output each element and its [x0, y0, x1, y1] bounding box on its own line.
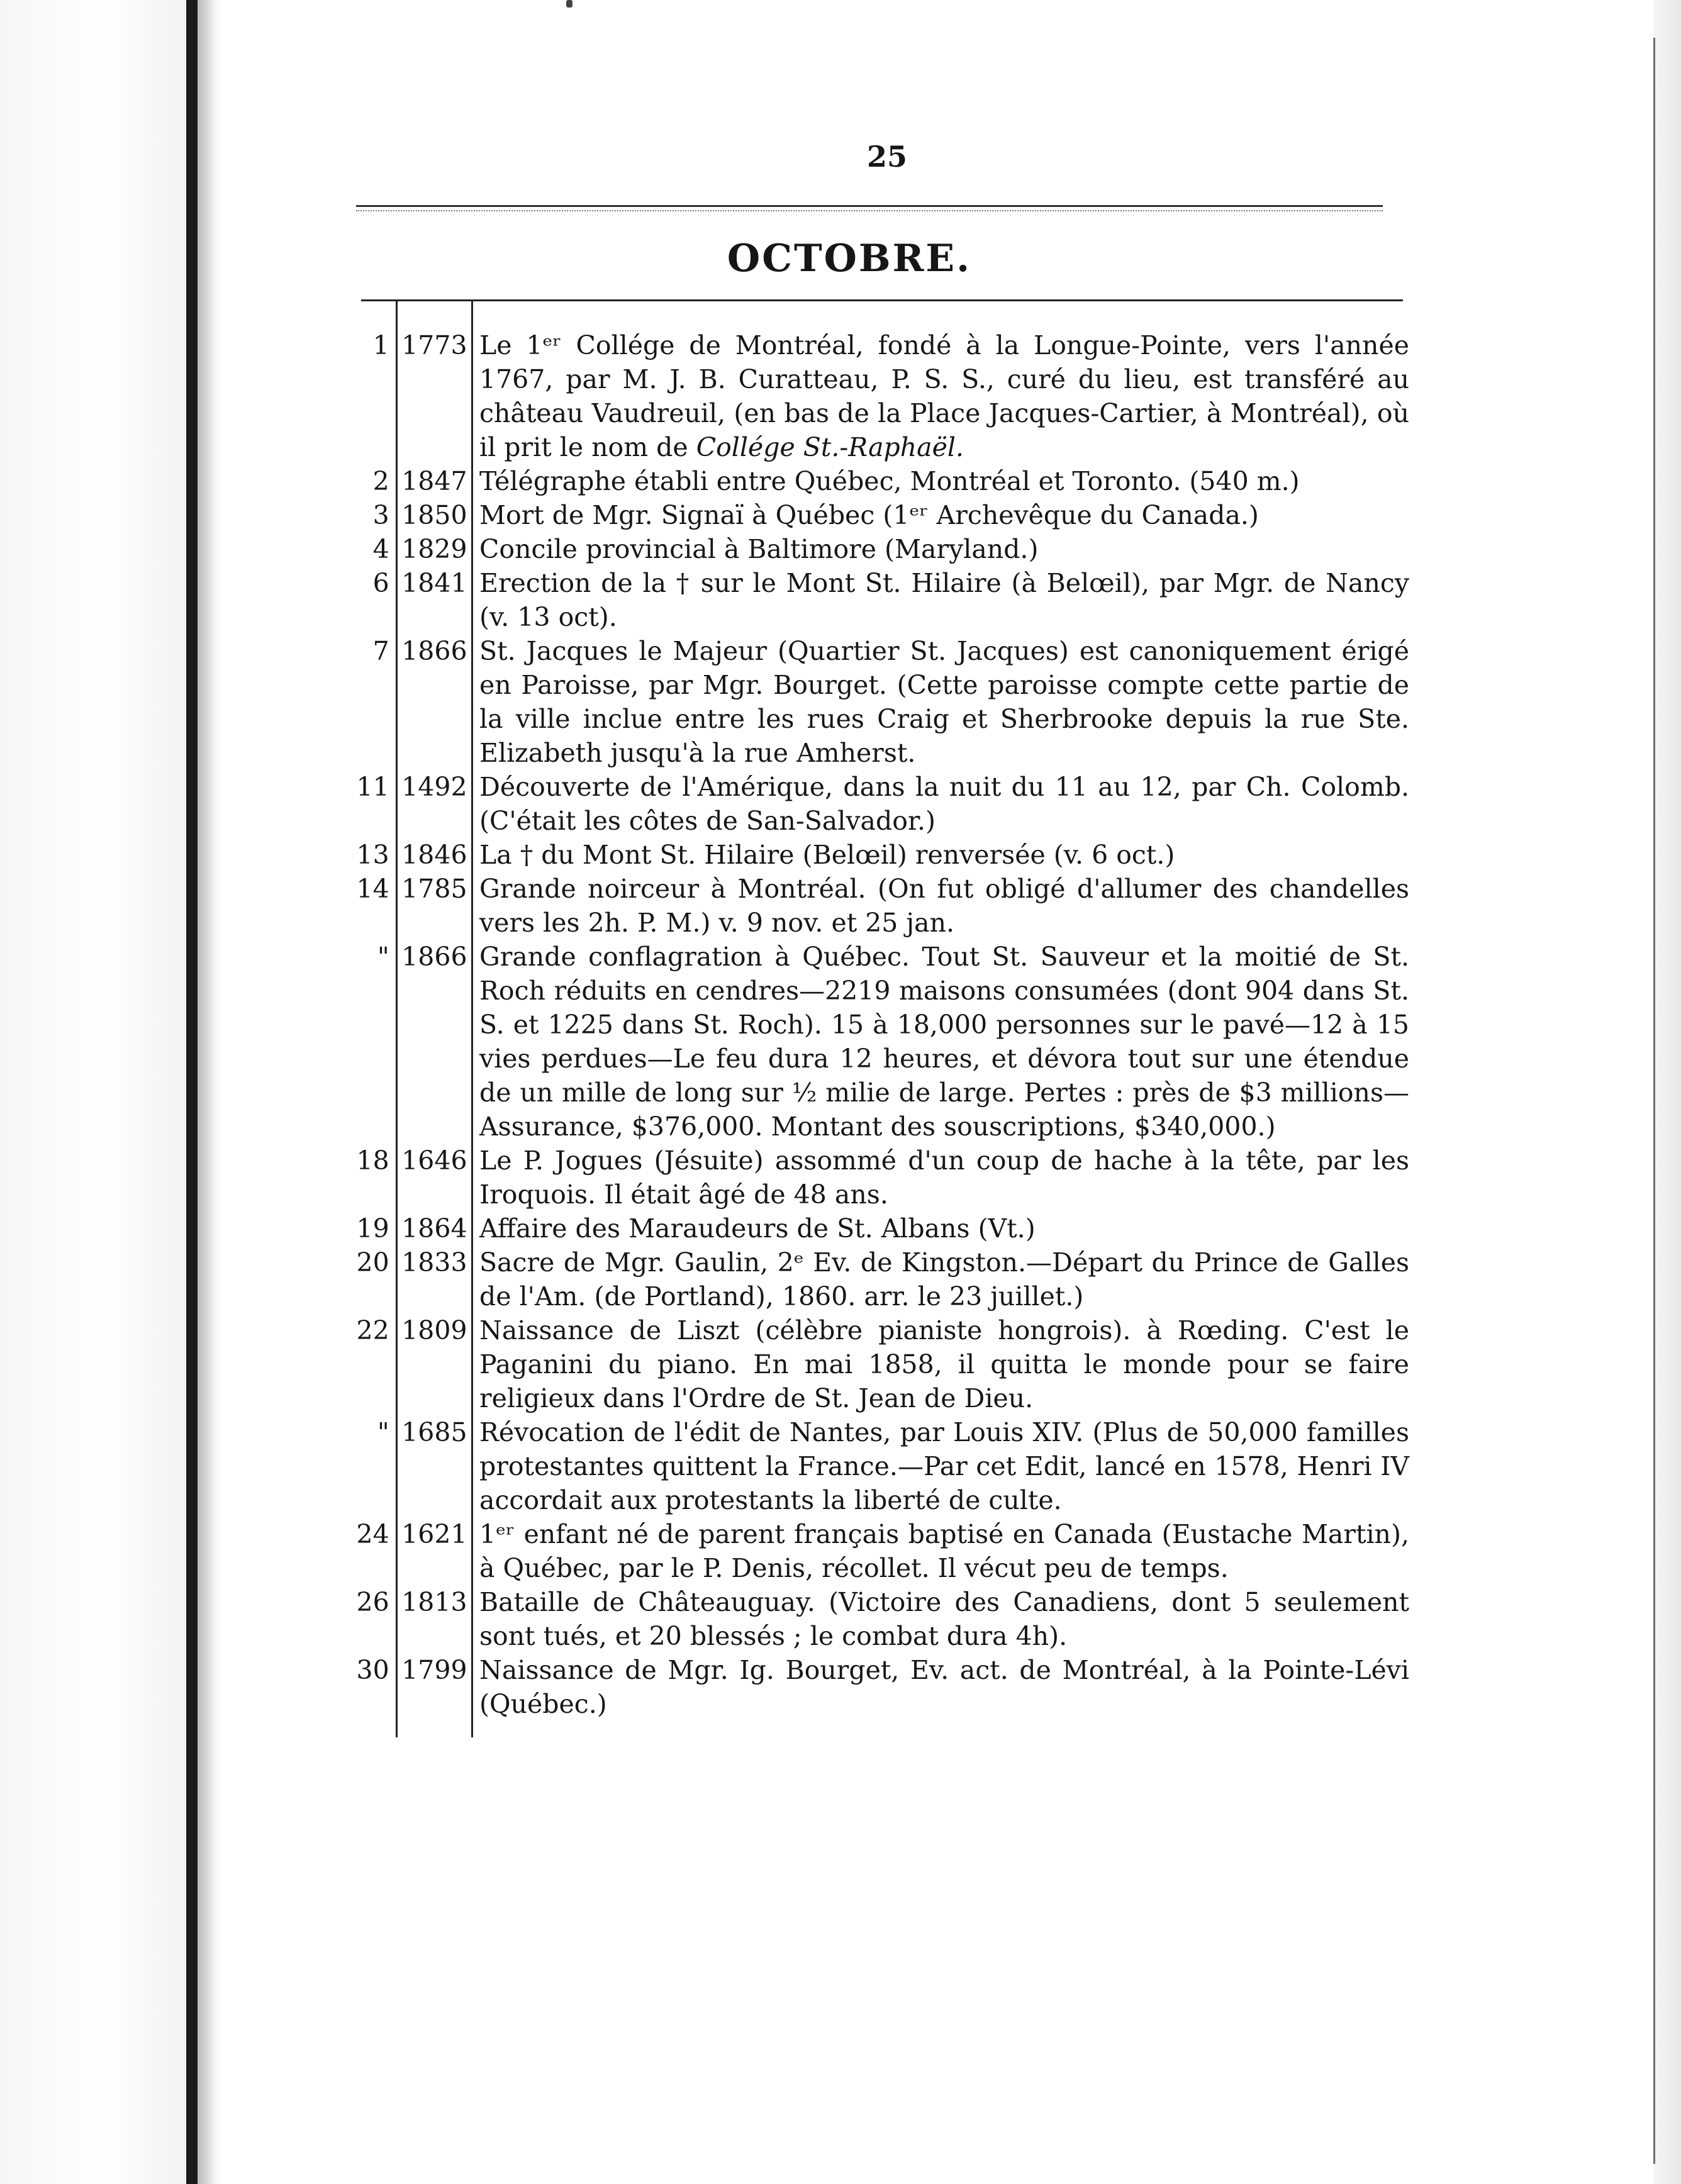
book-gutter: [186, 0, 198, 2184]
entry-year: 1847: [396, 464, 472, 498]
entry-text-body: Grande noirceur à Montréal. (On fut obligé d'allumer des chandelles vers les 2h. P. M.) v. 9 nov. et 25 jan.: [479, 874, 1409, 938]
entry-text: [472, 770, 1409, 838]
entry-row: [340, 872, 1409, 940]
entry-text: [472, 1245, 1409, 1313]
entry-day: 4: [340, 532, 396, 566]
entry-year: 1492: [396, 770, 472, 838]
chronology-table-body: [340, 301, 1409, 1737]
entry-text-body: Révocation de l'édit de Nantes, par Louis XIV. (Plus de 50,000 familles protestantes quittent la France.—Par cet Edit, lancé en 1578, Henri IV accordait aux protestants la liberté de culte.: [479, 1417, 1409, 1515]
header-rule: [356, 205, 1383, 211]
entry-year: 1813: [396, 1585, 472, 1653]
entry-day: 14: [340, 872, 396, 940]
entry-year: 1866: [396, 634, 472, 770]
entry-italic-text: Collége St.-Raphaël.: [696, 432, 964, 462]
entry-text-body: Bataille de Châteauguay. (Victoire des Canadiens, dont 5 seulement sont tués, et 20 blessés ; le combat dura 4h).: [479, 1587, 1409, 1651]
entry-year: 1785: [396, 872, 472, 940]
entry-row: [340, 1245, 1409, 1313]
entry-day: 30: [340, 1653, 396, 1737]
entry-text: [472, 1585, 1409, 1653]
entry-day: 6: [340, 566, 396, 634]
entry-text: [472, 940, 1409, 1144]
entry-day: 20: [340, 1245, 396, 1313]
entry-day: 7: [340, 634, 396, 770]
entry-day: ": [340, 1415, 396, 1517]
entry-day: 13: [340, 838, 396, 872]
entry-row: [340, 498, 1409, 532]
entry-text-body: Grande conflagration à Québec. Tout St. Sauveur et la moitié de St. Roch réduits en cendres—2219 maisons consumées (dont 904 dans St. S. et 1225 dans St. Roch). 15 à 18,000 personnes sur le pavé—12 à 15 vies perdues—Le feu dura 12 heures, et dévora tout sur une étendue de un mille de long sur ½ milie de large. Pertes : près de $3 millions—Assurance, $376,000. Montant des souscriptions, $340,000.): [479, 942, 1409, 1142]
entry-text: [472, 464, 1409, 498]
entry-text-body: Naissance de Mgr. Ig. Bourget, Ev. act. de Montréal, à la Pointe-Lévi (Québec.): [479, 1655, 1409, 1719]
entry-day: ": [340, 940, 396, 1144]
entry-text: [472, 872, 1409, 940]
page-number: 25: [866, 140, 907, 174]
entry-text: [472, 634, 1409, 770]
entry-year: 1799: [396, 1653, 472, 1737]
entry-year: 1846: [396, 838, 472, 872]
entry-text: [472, 838, 1409, 872]
entry-row: [340, 1313, 1409, 1415]
entry-row: [340, 940, 1409, 1144]
entry-text: [472, 1212, 1409, 1245]
entry-year: 1833: [396, 1245, 472, 1313]
entry-text-body: Affaire des Maraudeurs de St. Albans (Vt.): [479, 1213, 1036, 1244]
entry-row: [340, 1415, 1409, 1517]
entry-day: 1: [340, 301, 396, 464]
entry-day: 22: [340, 1313, 396, 1415]
entry-text-body: 1ᵉʳ enfant né de parent français baptisé en Canada (Eustache Martin), à Québec, par le P. Denis, récollet. Il vécut peu de temps.: [479, 1519, 1409, 1583]
entry-text: [472, 498, 1409, 532]
entry-year: 1646: [396, 1144, 472, 1212]
entry-row: [340, 566, 1409, 634]
entry-day: 18: [340, 1144, 396, 1212]
entry-text-body: Mort de Mgr. Signaï à Québec (1ᵉʳ Archevêque du Canada.): [479, 500, 1259, 530]
entry-text-body: Le 1ᵉʳ Collége de Montréal, fondé à la Longue-Pointe, vers l'année 1767, par M. J. B. Curatteau, P. S. S., curé du lieu, est transféré au château Vaudreuil, (en bas de la Place Jacques-Cartier, à Montréal), où il prit le nom de: [479, 330, 1409, 462]
entry-year: 1621: [396, 1517, 472, 1585]
entry-row: [340, 1212, 1409, 1245]
entry-day: 3: [340, 498, 396, 532]
entry-day: 19: [340, 1212, 396, 1245]
entry-row: [340, 301, 1409, 464]
gutter-shadow: [198, 0, 223, 2184]
page-edge-line: [1653, 38, 1655, 2164]
entry-year: 1841: [396, 566, 472, 634]
entry-year: 1866: [396, 940, 472, 1144]
entry-row: [340, 1517, 1409, 1585]
entry-text-body: Concile provincial à Baltimore (Maryland.): [479, 534, 1039, 564]
entry-text: [472, 566, 1409, 634]
entry-text: [472, 1144, 1409, 1212]
entry-row: [340, 1585, 1409, 1653]
previous-page-edge: [0, 0, 189, 2184]
entry-text: [472, 1313, 1409, 1415]
page-right-edge: [1653, 0, 1681, 2184]
entry-text: [472, 1653, 1409, 1737]
entry-year: 1809: [396, 1313, 472, 1415]
entry-text-body: Télégraphe établi entre Québec, Montréal et Toronto. (540 m.): [479, 466, 1300, 496]
entry-text-body: Erection de la † sur le Mont St. Hilaire (à Belœil), par Mgr. de Nancy (v. 13 oct).: [479, 568, 1409, 632]
entry-text: [472, 532, 1409, 566]
entry-text: [472, 1517, 1409, 1585]
entry-year: 1864: [396, 1212, 472, 1245]
entry-year: 1685: [396, 1415, 472, 1517]
entry-row: [340, 1653, 1409, 1737]
entry-row: [340, 838, 1409, 872]
entry-text-body: Naissance de Liszt (célèbre pianiste hongrois). à Rœding. C'est le Paganini du piano. En mai 1858, il quitta le monde pour se faire religieux dans l'Ordre de St. Jean de Dieu.: [479, 1315, 1409, 1413]
entry-row: [340, 1144, 1409, 1212]
entry-day: 24: [340, 1517, 396, 1585]
entry-year: 1829: [396, 532, 472, 566]
entry-text-body: Le P. Jogues (Jésuite) assommé d'un coup de hache à la tête, par les Iroquois. Il était âgé de 48 ans.: [479, 1145, 1409, 1210]
entry-year: 1850: [396, 498, 472, 532]
scan-speck: [566, 0, 572, 8]
entry-day: 2: [340, 464, 396, 498]
entry-text-body: Découverte de l'Amérique, dans la nuit du 11 au 12, par Ch. Colomb. (C'était les côtes de San-Salvador.): [479, 772, 1409, 836]
entry-day: 11: [340, 770, 396, 838]
month-title: OCTOBRE.: [727, 237, 972, 281]
entry-text-body: La † du Mont St. Hilaire (Belœil) renversée (v. 6 oct.): [479, 840, 1175, 870]
entry-row: [340, 770, 1409, 838]
entry-text: [472, 301, 1409, 464]
entry-row: [340, 532, 1409, 566]
entry-row: [340, 464, 1409, 498]
entry-row: [340, 634, 1409, 770]
entry-day: 26: [340, 1585, 396, 1653]
entry-text-body: St. Jacques le Majeur (Quartier St. Jacques) est canoniquement érigé en Paroisse, par Mgr. Bourget. (Cette paroisse compte cette partie de la ville inclue entre les rues Craig et Sherbrooke depuis la rue Ste. Elizabeth jusqu'à la rue Amherst.: [479, 636, 1409, 768]
entry-text-body: Sacre de Mgr. Gaulin, 2ᵉ Ev. de Kingston.—Départ du Prince de Galles de l'Am. (de Portland), 1860. arr. le 23 juillet.): [479, 1247, 1409, 1312]
chronology-table: [340, 301, 1409, 1737]
entry-year: 1773: [396, 301, 472, 464]
entry-text: [472, 1415, 1409, 1517]
